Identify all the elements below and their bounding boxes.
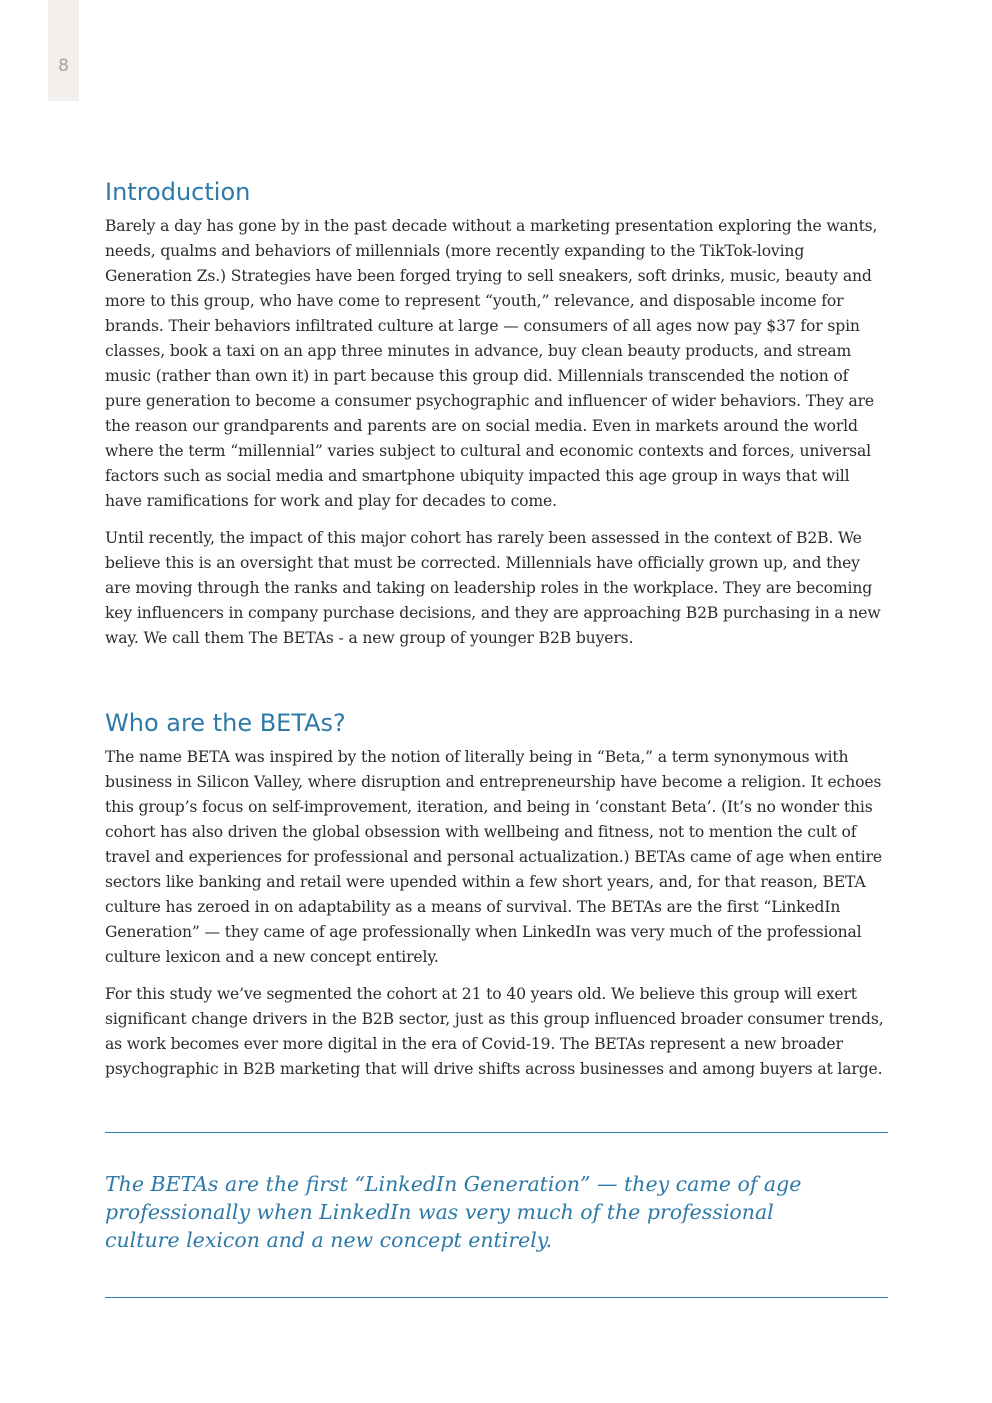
pull-quote: The BETAs are the first “LinkedIn Generation” — they came of age professionally when LinkedIn was very much of the professional culture lexicon and a new concept entirely.: [105, 1172, 802, 1252]
pull-quote-bottom-rule: [105, 1297, 888, 1298]
introduction-section: [105, 177, 889, 651]
introduction-paragraph-2: Until recently, the impact of this major cohort has rarely been assessed in the context of B2B. We believe this is an oversight that must be corrected. Millennials have officially grown up, and they are moving through the ranks and taking on leadership roles in the workplace. They are becoming key influencers in company purchase decisions, and they are approaching B2B purchasing in a new way. We call them The BETAs - a new group of younger B2B buyers.: [105, 529, 881, 647]
who-are-betas-heading: Who are the BETAs?: [105, 709, 346, 737]
pull-quote-top-rule: [105, 1132, 888, 1133]
introduction-heading: Introduction: [105, 178, 251, 206]
who-are-betas-paragraph-1: The name BETA was inspired by the notion of literally being in “Beta,” a term synonymous with business in Silicon Valley, where disruption and entrepreneurship have become a religion. It echoes this group’s focus on self-improvement, iteration, and being in ‘constant Beta’. (It’s no wonder this cohort has also driven the global obsession with wellbeing and fitness, not to mention the cult of travel and experiences for professional and personal actualization.) BETAs came of age when entire sectors like banking and retail were upended within a few short years, and, for that reason, BETA culture has zeroed in on adaptability as a means of survival. The BETAs are the first “LinkedIn Generation” — they came of age professionally when LinkedIn was very much of the professional culture lexicon and a new concept entirely.: [105, 748, 882, 966]
who-are-betas-section: [105, 708, 889, 1082]
introduction-paragraph-1: Barely a day has gone by in the past decade without a marketing presentation exploring the wants, needs, qualms and behaviors of millennials (more recently expanding to the TikTok-loving Generation Zs.) Strategies have been forged trying to sell sneakers, soft drinks, music, beauty and more to this group, who have come to represent “youth,” relevance, and disposable income for brands. Their behaviors infiltrated culture at large — consumers of all ages now pay $37 for spin classes, book a taxi on an app three minutes in advance, buy clean beauty products, and stream music (rather than own it) in part because this group did. Millennials transcended the notion of pure generation to become a consumer psychographic and influencer of wider behaviors. They are the reason our grandparents and parents are on social media. Even in markets around the world where the term “millennial” varies subject to cultural and economic contexts and forces, universal factors such as social media and smartphone ubiquity impacted this age group in ways that will have ramifications for work and play for decades to come.: [105, 217, 878, 510]
page-number: 8: [58, 56, 69, 76]
who-are-betas-paragraph-2: For this study we’ve segmented the cohort at 21 to 40 years old. We believe this group will exert significant change drivers in the B2B sector, just as this group influenced broader consumer trends, as work becomes ever more digital in the era of Covid-19. The BETAs represent a new broader psychographic in B2B marketing that will drive shifts across businesses and among buyers at large.: [105, 985, 884, 1078]
page-number-tab: [48, 0, 79, 101]
